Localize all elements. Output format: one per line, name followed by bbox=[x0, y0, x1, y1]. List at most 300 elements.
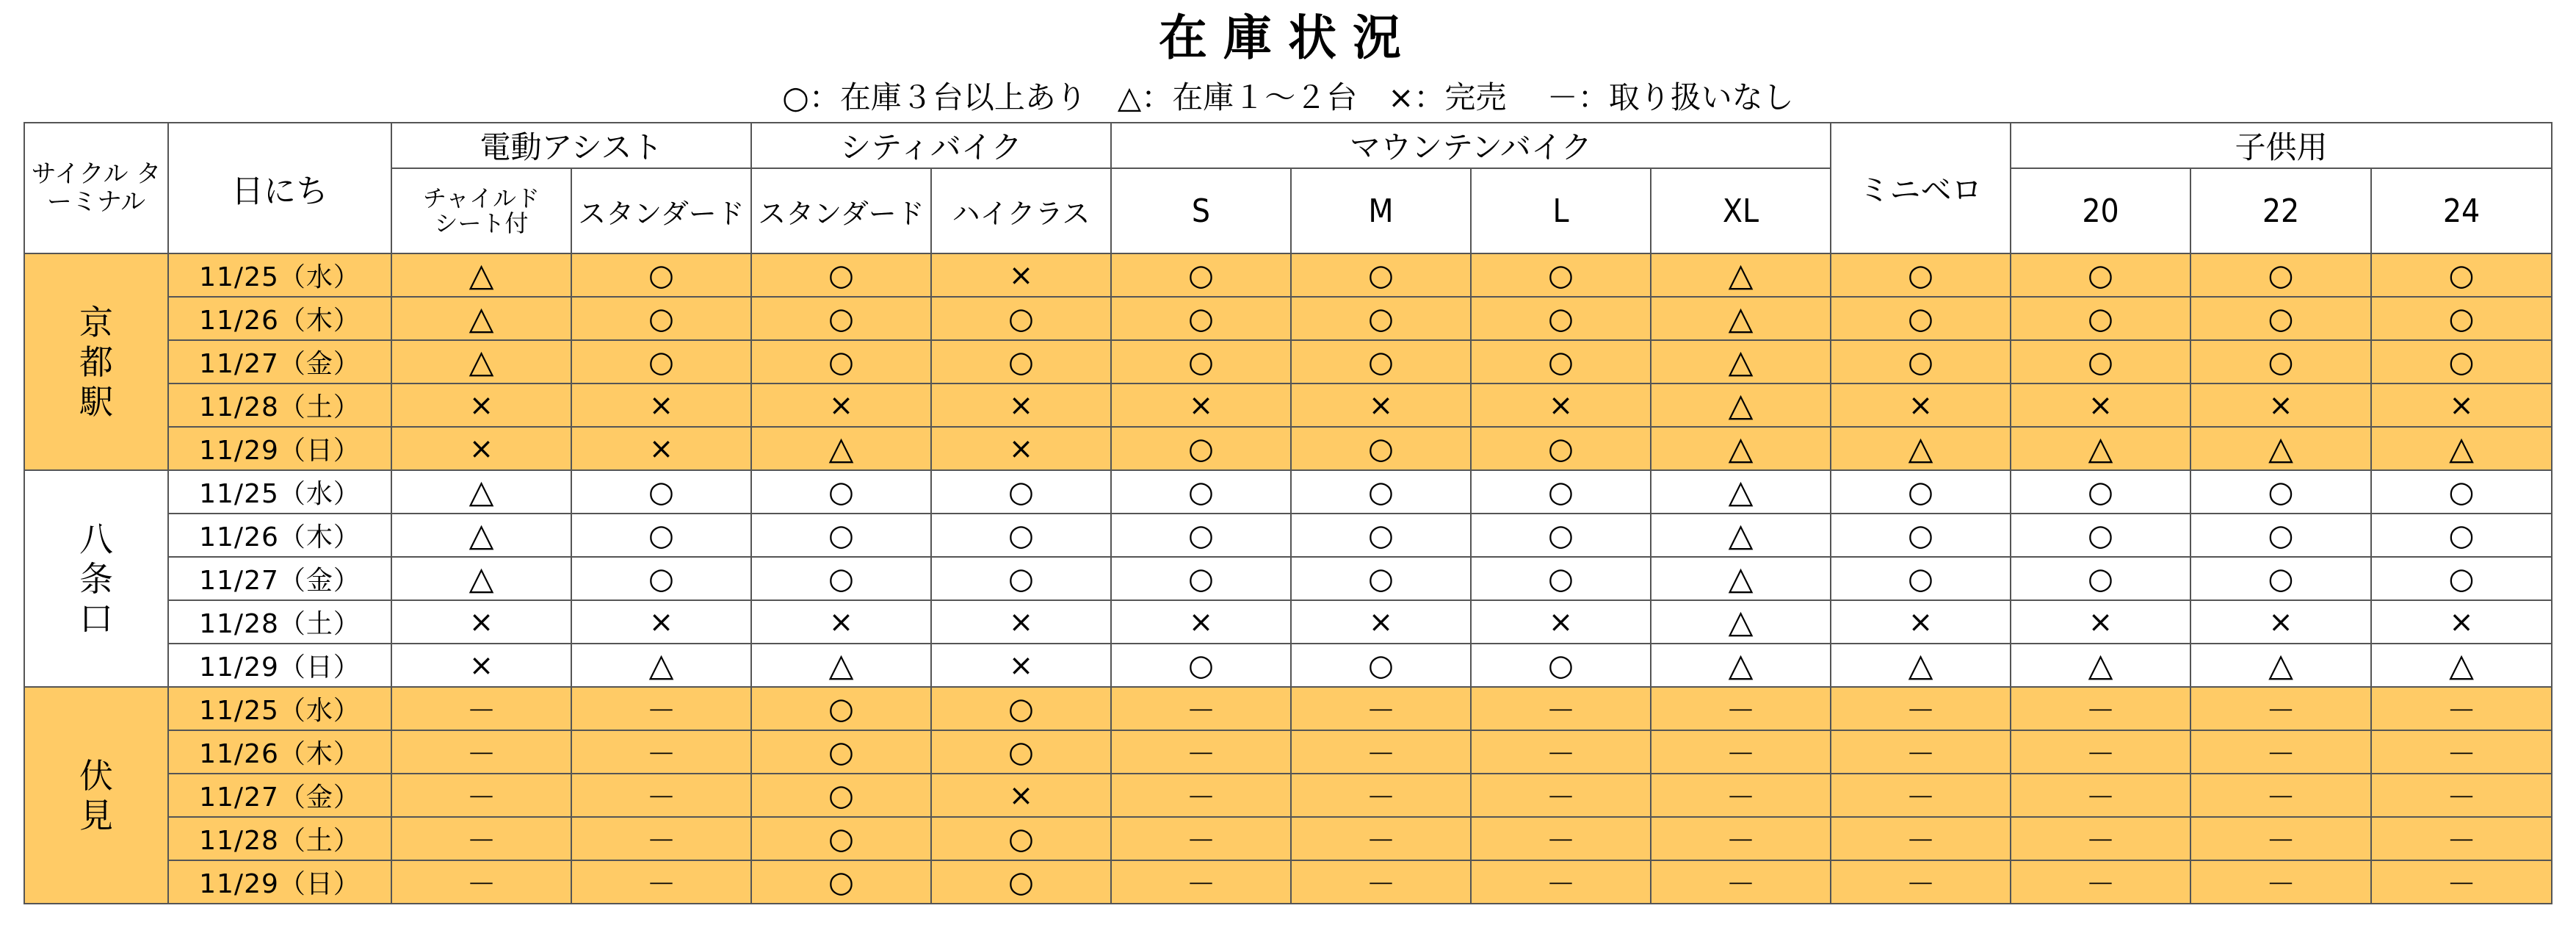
station-name-label: 八条口 bbox=[79, 519, 113, 638]
stock-symbol: － bbox=[2447, 738, 2476, 771]
stock-cell bbox=[2190, 427, 2371, 470]
stock-symbol: － bbox=[1726, 868, 1756, 901]
stock-cell bbox=[751, 774, 931, 817]
stock-cell bbox=[1471, 817, 1651, 860]
stock-symbol: ○ bbox=[648, 301, 674, 336]
stock-symbol: ○ bbox=[828, 258, 854, 292]
stock-symbol: ○ bbox=[1368, 648, 1394, 683]
header-sub-child-seat: チャイルド シート付 bbox=[391, 168, 571, 253]
stock-symbol: × bbox=[468, 388, 494, 422]
stock-symbol: － bbox=[2085, 781, 2116, 815]
stock-symbol: × bbox=[1548, 605, 1574, 639]
stock-symbol: ○ bbox=[648, 561, 674, 596]
stock-symbol: × bbox=[468, 648, 494, 683]
table-row bbox=[24, 644, 2552, 687]
stock-cell bbox=[1291, 470, 1471, 514]
stock-symbol: ○ bbox=[648, 475, 674, 509]
stock-symbol: － bbox=[1546, 694, 1576, 728]
stock-cell bbox=[391, 730, 571, 774]
stock-cell bbox=[1471, 427, 1651, 470]
stock-symbol: △ bbox=[1728, 473, 1754, 511]
stock-table bbox=[23, 122, 2553, 904]
stock-symbol: △ bbox=[1728, 256, 1754, 294]
stock-cell bbox=[1471, 297, 1651, 340]
stock-symbol: ○ bbox=[1548, 431, 1574, 466]
stock-cell bbox=[931, 730, 1111, 774]
stock-symbol: － bbox=[2266, 781, 2295, 815]
stock-cell bbox=[1831, 774, 2011, 817]
stock-cell bbox=[571, 644, 751, 687]
stock-cell bbox=[751, 860, 931, 904]
stock-symbol: － bbox=[1726, 738, 1756, 771]
stock-symbol: ○ bbox=[2448, 518, 2475, 552]
stock-cell bbox=[571, 730, 751, 774]
stock-symbol: △ bbox=[1728, 603, 1754, 641]
stock-table-body bbox=[24, 253, 2552, 904]
stock-symbol: △ bbox=[1728, 386, 1754, 424]
stock-symbol: － bbox=[1186, 781, 1216, 815]
stock-symbol: － bbox=[1726, 694, 1756, 728]
date-cell: 11/27（金） bbox=[168, 557, 391, 600]
stock-symbol: × bbox=[648, 605, 674, 639]
table-row bbox=[24, 817, 2552, 860]
stock-symbol: △ bbox=[468, 473, 494, 511]
station-name bbox=[24, 470, 168, 687]
stock-cell bbox=[1291, 557, 1471, 600]
stock-cell bbox=[2371, 427, 2552, 470]
table-row bbox=[24, 600, 2552, 644]
stock-symbol: ○ bbox=[828, 865, 854, 899]
stock-cell bbox=[1291, 860, 1471, 904]
stock-symbol: ○ bbox=[2268, 258, 2294, 292]
stock-symbol: ○ bbox=[2088, 561, 2113, 596]
stock-symbol: ○ bbox=[1188, 301, 1214, 336]
stock-cell bbox=[1651, 687, 1831, 730]
stock-symbol: ○ bbox=[828, 345, 854, 379]
stock-cell bbox=[1651, 730, 1831, 774]
stock-symbol: － bbox=[466, 694, 496, 728]
stock-symbol: ○ bbox=[2088, 301, 2113, 336]
stock-symbol: ○ bbox=[1548, 345, 1574, 379]
header-sub-high-class: ハイクラス bbox=[931, 168, 1111, 253]
stock-symbol: × bbox=[1008, 258, 1034, 292]
stock-cell bbox=[1471, 557, 1651, 600]
stock-symbol: － bbox=[1366, 694, 1396, 728]
stock-symbol: ○ bbox=[1188, 561, 1214, 596]
stock-cell bbox=[2190, 340, 2371, 384]
stock-cell bbox=[391, 340, 571, 384]
stock-symbol: △ bbox=[468, 256, 494, 294]
table-row bbox=[24, 514, 2552, 557]
stock-cell bbox=[2371, 644, 2552, 687]
stock-cell bbox=[2371, 600, 2552, 644]
stock-symbol: － bbox=[1366, 781, 1396, 815]
stock-cell bbox=[2011, 557, 2190, 600]
stock-symbol: ○ bbox=[1368, 561, 1394, 596]
stock-symbol: － bbox=[1546, 824, 1576, 858]
stock-symbol: △ bbox=[2449, 647, 2474, 684]
stock-symbol: － bbox=[1906, 868, 1936, 901]
stock-cell bbox=[571, 687, 751, 730]
stock-symbol: － bbox=[2266, 824, 2295, 858]
stock-symbol: － bbox=[2085, 738, 2116, 771]
stock-cell bbox=[931, 384, 1111, 427]
stock-cell bbox=[1471, 687, 1651, 730]
stock-cell bbox=[2371, 730, 2552, 774]
date-cell: 11/26（木） bbox=[168, 514, 391, 557]
stock-symbol: × bbox=[1368, 388, 1394, 422]
stock-cell bbox=[391, 253, 571, 297]
stock-symbol: × bbox=[648, 388, 674, 422]
stock-cell bbox=[1651, 557, 1831, 600]
stock-symbol: × bbox=[468, 605, 494, 639]
stock-symbol: ○ bbox=[1548, 648, 1574, 683]
header-sub-standard: スタンダード bbox=[751, 168, 931, 253]
stock-cell bbox=[391, 470, 571, 514]
stock-cell bbox=[2190, 774, 2371, 817]
stock-symbol: － bbox=[466, 781, 496, 815]
header-group-kids: 子供用 bbox=[2011, 123, 2552, 168]
stock-symbol: － bbox=[1366, 824, 1396, 858]
stock-symbol: × bbox=[1908, 605, 1933, 639]
stock-symbol: ○ bbox=[1368, 345, 1394, 379]
stock-symbol: △ bbox=[1908, 430, 1933, 467]
stock-symbol: － bbox=[2447, 781, 2476, 815]
stock-cell bbox=[1471, 470, 1651, 514]
stock-cell bbox=[751, 817, 931, 860]
stock-symbol: ○ bbox=[2268, 518, 2294, 552]
date-cell: 11/25（水） bbox=[168, 253, 391, 297]
stock-symbol: △ bbox=[1728, 560, 1754, 597]
stock-cell bbox=[1111, 644, 1291, 687]
stock-symbol: ○ bbox=[828, 821, 854, 856]
stock-cell bbox=[751, 687, 931, 730]
stock-cell bbox=[931, 817, 1111, 860]
stock-cell bbox=[2371, 557, 2552, 600]
stock-cell bbox=[571, 557, 751, 600]
stock-symbol: × bbox=[828, 605, 854, 639]
stock-cell bbox=[2011, 253, 2190, 297]
stock-symbol: △ bbox=[648, 647, 674, 684]
stock-cell bbox=[1651, 384, 1831, 427]
stock-symbol: ○ bbox=[1368, 431, 1394, 466]
stock-symbol: － bbox=[1906, 738, 1936, 771]
stock-cell bbox=[1111, 860, 1291, 904]
station-name bbox=[24, 253, 168, 470]
stock-cell bbox=[1651, 817, 1831, 860]
stock-cell bbox=[1471, 730, 1651, 774]
stock-symbol: △ bbox=[2088, 430, 2113, 467]
stock-symbol: △ bbox=[468, 516, 494, 554]
stock-cell bbox=[1111, 297, 1291, 340]
stock-cell bbox=[751, 253, 931, 297]
stock-cell bbox=[1831, 297, 2011, 340]
stock-symbol: － bbox=[1726, 781, 1756, 815]
stock-symbol: ○ bbox=[2448, 561, 2475, 596]
station-name-label: 京都駅 bbox=[79, 302, 113, 422]
stock-symbol: △ bbox=[2268, 430, 2293, 467]
stock-cell bbox=[2190, 253, 2371, 297]
table-row bbox=[24, 730, 2552, 774]
stock-symbol: × bbox=[1008, 648, 1034, 683]
stock-symbol: ○ bbox=[828, 301, 854, 336]
stock-cell bbox=[751, 297, 931, 340]
stock-symbol: － bbox=[2266, 868, 2295, 901]
stock-symbol: ○ bbox=[1368, 475, 1394, 509]
stock-symbol: △ bbox=[828, 647, 854, 684]
stock-cell bbox=[2371, 514, 2552, 557]
header-sub-size-24: 24 bbox=[2371, 168, 2552, 253]
stock-symbol: × bbox=[1008, 778, 1034, 813]
stock-symbol: － bbox=[466, 868, 496, 901]
stock-symbol: ○ bbox=[1188, 345, 1214, 379]
stock-cell bbox=[1111, 730, 1291, 774]
stock-symbol: ○ bbox=[1908, 475, 1933, 509]
stock-cell bbox=[2011, 470, 2190, 514]
stock-cell bbox=[1831, 340, 2011, 384]
stock-cell bbox=[2011, 860, 2190, 904]
stock-cell bbox=[1831, 730, 2011, 774]
header-sub-size-l: L bbox=[1471, 168, 1651, 253]
stock-cell bbox=[1111, 774, 1291, 817]
stock-symbol: － bbox=[1726, 824, 1756, 858]
stock-cell bbox=[2190, 514, 2371, 557]
stock-cell bbox=[1111, 340, 1291, 384]
stock-symbol: ○ bbox=[1008, 475, 1034, 509]
stock-symbol: × bbox=[2268, 605, 2293, 639]
stock-cell bbox=[571, 514, 751, 557]
stock-cell bbox=[1471, 514, 1651, 557]
stock-cell bbox=[571, 340, 751, 384]
stock-symbol: ○ bbox=[1908, 258, 1933, 292]
stock-cell bbox=[571, 600, 751, 644]
stock-cell bbox=[2011, 687, 2190, 730]
header-terminal: サイクル ターミナル bbox=[24, 123, 168, 253]
stock-symbol: － bbox=[646, 868, 676, 901]
stock-symbol: ○ bbox=[1548, 301, 1574, 336]
stock-cell bbox=[2371, 774, 2552, 817]
stock-symbol: － bbox=[2085, 824, 2116, 858]
stock-symbol: － bbox=[1186, 694, 1216, 728]
stock-symbol: × bbox=[2088, 388, 2113, 422]
table-row bbox=[24, 557, 2552, 600]
stock-cell bbox=[751, 514, 931, 557]
stock-cell bbox=[2371, 860, 2552, 904]
stock-symbol: △ bbox=[1728, 516, 1754, 554]
stock-cell bbox=[1471, 253, 1651, 297]
stock-symbol: × bbox=[2088, 605, 2113, 639]
stock-cell bbox=[391, 774, 571, 817]
stock-cell bbox=[1831, 427, 2011, 470]
stock-cell bbox=[1831, 253, 2011, 297]
table-row bbox=[24, 470, 2552, 514]
header-group-mountain-bike: マウンテンバイク bbox=[1111, 123, 1831, 168]
stock-cell bbox=[1471, 644, 1651, 687]
header-group-city-bike: シティバイク bbox=[751, 123, 1111, 168]
stock-cell bbox=[391, 860, 571, 904]
stock-symbol: ○ bbox=[1908, 561, 1933, 596]
stock-cell bbox=[1111, 687, 1291, 730]
stock-symbol: ○ bbox=[1188, 648, 1214, 683]
stock-symbol: － bbox=[2447, 694, 2476, 728]
stock-cell bbox=[571, 774, 751, 817]
date-cell: 11/29（日） bbox=[168, 860, 391, 904]
date-cell: 11/25（水） bbox=[168, 470, 391, 514]
stock-cell bbox=[931, 427, 1111, 470]
stock-symbol: － bbox=[2085, 694, 2116, 728]
stock-symbol: △ bbox=[468, 560, 494, 597]
stock-cell bbox=[1471, 774, 1651, 817]
stock-cell bbox=[751, 730, 931, 774]
stock-symbol: △ bbox=[2088, 647, 2113, 684]
table-row bbox=[24, 427, 2552, 470]
table-row bbox=[24, 297, 2552, 340]
stock-symbol: ○ bbox=[2448, 345, 2475, 379]
stock-symbol: － bbox=[1546, 738, 1576, 771]
stock-cell bbox=[391, 817, 571, 860]
stock-symbol: ○ bbox=[1548, 561, 1574, 596]
stock-symbol: ○ bbox=[1368, 518, 1394, 552]
stock-cell bbox=[391, 644, 571, 687]
stock-cell bbox=[2011, 730, 2190, 774]
stock-symbol: － bbox=[466, 824, 496, 858]
stock-symbol: ○ bbox=[1368, 258, 1394, 292]
header-sub-size-xl: XL bbox=[1651, 168, 1831, 253]
stock-symbol: ○ bbox=[828, 735, 854, 769]
stock-cell bbox=[571, 253, 751, 297]
stock-cell bbox=[1651, 644, 1831, 687]
stock-symbol: △ bbox=[1728, 300, 1754, 337]
stock-cell bbox=[1651, 860, 1831, 904]
header-sub-size-20: 20 bbox=[2011, 168, 2190, 253]
stock-symbol: △ bbox=[1728, 647, 1754, 684]
stock-cell bbox=[1291, 687, 1471, 730]
stock-symbol: × bbox=[1008, 388, 1034, 422]
date-cell: 11/26（木） bbox=[168, 297, 391, 340]
stock-symbol: × bbox=[2449, 605, 2474, 639]
stock-cell bbox=[2190, 817, 2371, 860]
stock-symbol: － bbox=[2447, 824, 2476, 858]
station-name-label: 伏見 bbox=[79, 755, 113, 835]
stock-cell bbox=[2011, 297, 2190, 340]
stock-symbol: － bbox=[2266, 738, 2295, 771]
stock-cell bbox=[1291, 340, 1471, 384]
stock-symbol: － bbox=[1186, 824, 1216, 858]
stock-symbol: － bbox=[466, 738, 496, 771]
stock-cell bbox=[2011, 600, 2190, 644]
stock-symbol: ○ bbox=[1548, 258, 1574, 292]
stock-cell bbox=[2371, 470, 2552, 514]
date-cell: 11/26（木） bbox=[168, 730, 391, 774]
stock-symbol: － bbox=[1906, 781, 1936, 815]
stock-cell bbox=[1831, 860, 2011, 904]
stock-symbol: × bbox=[2449, 388, 2474, 422]
stock-cell bbox=[1291, 253, 1471, 297]
stock-cell bbox=[1651, 600, 1831, 644]
stock-cell bbox=[931, 514, 1111, 557]
stock-cell bbox=[571, 427, 751, 470]
stock-cell bbox=[2371, 687, 2552, 730]
stock-symbol: △ bbox=[1908, 647, 1933, 684]
stock-cell bbox=[1291, 384, 1471, 427]
stock-symbol: × bbox=[2268, 388, 2293, 422]
stock-symbol: △ bbox=[468, 343, 494, 381]
stock-symbol: △ bbox=[2449, 430, 2474, 467]
header-group-e-assist: 電動アシスト bbox=[391, 123, 751, 168]
stock-symbol: △ bbox=[468, 300, 494, 337]
stock-symbol: ○ bbox=[2448, 258, 2475, 292]
date-cell: 11/28（土） bbox=[168, 384, 391, 427]
date-cell: 11/25（水） bbox=[168, 687, 391, 730]
stock-cell bbox=[1291, 297, 1471, 340]
stock-symbol: △ bbox=[1728, 430, 1754, 467]
stock-cell bbox=[751, 384, 931, 427]
stock-cell bbox=[2190, 687, 2371, 730]
stock-cell bbox=[391, 384, 571, 427]
stock-cell bbox=[1831, 644, 2011, 687]
stock-symbol: △ bbox=[828, 430, 854, 467]
stock-cell bbox=[1651, 774, 1831, 817]
stock-symbol: － bbox=[646, 694, 676, 728]
stock-cell bbox=[931, 687, 1111, 730]
stock-cell bbox=[1831, 557, 2011, 600]
stock-cell bbox=[1111, 600, 1291, 644]
date-cell: 11/27（金） bbox=[168, 774, 391, 817]
stock-cell bbox=[751, 340, 931, 384]
stock-cell bbox=[1111, 557, 1291, 600]
stock-cell bbox=[751, 557, 931, 600]
stock-cell bbox=[1291, 644, 1471, 687]
stock-symbol: ○ bbox=[2268, 475, 2294, 509]
stock-cell bbox=[571, 860, 751, 904]
stock-cell bbox=[391, 687, 571, 730]
stock-cell bbox=[391, 600, 571, 644]
stock-cell bbox=[1111, 253, 1291, 297]
stock-cell bbox=[2190, 384, 2371, 427]
stock-symbol: × bbox=[648, 431, 674, 466]
stock-cell bbox=[2011, 514, 2190, 557]
header-sub-size-m: M bbox=[1291, 168, 1471, 253]
stock-cell bbox=[2011, 644, 2190, 687]
stock-symbol: ○ bbox=[648, 518, 674, 552]
stock-cell bbox=[1651, 253, 1831, 297]
stock-symbol: ○ bbox=[1008, 518, 1034, 552]
header-date: 日にち bbox=[168, 123, 391, 253]
stock-cell bbox=[751, 644, 931, 687]
stock-cell bbox=[2011, 817, 2190, 860]
stock-symbol: ○ bbox=[648, 345, 674, 379]
table-row bbox=[24, 340, 2552, 384]
stock-cell bbox=[1291, 817, 1471, 860]
stock-symbol: × bbox=[1188, 388, 1214, 422]
stock-symbol: ○ bbox=[2088, 518, 2113, 552]
stock-cell bbox=[1291, 600, 1471, 644]
stock-symbol: ○ bbox=[2088, 345, 2113, 379]
stock-symbol: － bbox=[1546, 868, 1576, 901]
stock-symbol: － bbox=[646, 824, 676, 858]
stock-symbol: ○ bbox=[1548, 518, 1574, 552]
stock-cell bbox=[931, 297, 1111, 340]
stock-symbol: ○ bbox=[1188, 475, 1214, 509]
stock-symbol: － bbox=[1546, 781, 1576, 815]
stock-cell bbox=[751, 470, 931, 514]
stock-symbol: ○ bbox=[828, 475, 854, 509]
stock-symbol: ○ bbox=[828, 561, 854, 596]
stock-cell bbox=[1651, 427, 1831, 470]
stock-symbol: － bbox=[646, 781, 676, 815]
stock-symbol: － bbox=[1186, 738, 1216, 771]
stock-cell bbox=[1651, 470, 1831, 514]
